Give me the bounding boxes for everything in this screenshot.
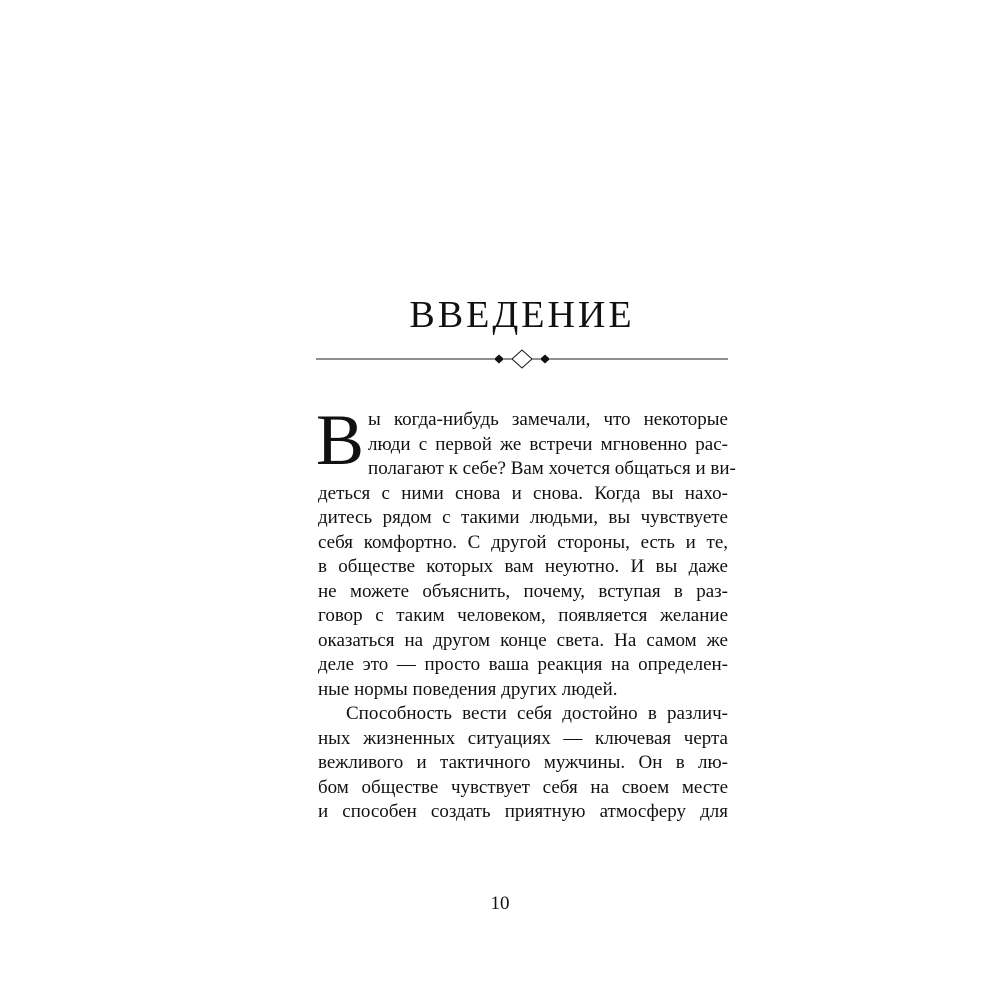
drop-cap: В	[316, 400, 365, 480]
diamond-left-icon	[494, 355, 504, 364]
text-line: деться с ними снова и снова. Когда вы нахо-	[318, 482, 728, 504]
text-line: полагают к себе? Вам хочется общаться и ви-	[368, 458, 736, 479]
text-line: не можете объяснить, почему, вступая в раз-	[318, 580, 728, 602]
text-line: бом обществе чувствует себя на своем месте	[318, 776, 728, 798]
text-line: и способен создать приятную атмосферу для	[318, 801, 728, 822]
text-line: вежливого и тактичного мужчины. Он в лю-	[318, 752, 728, 773]
body-text	[316, 400, 736, 825]
text-line: люди с первой же встречи мгновенно рас-	[368, 433, 728, 455]
text-line: ы когда-нибудь замечали, что некоторые	[368, 409, 728, 430]
text-line: деле это — просто ваша реакция на определен-	[318, 654, 728, 675]
text-line: себя комфортно. С другой стороны, есть и те,	[318, 531, 728, 553]
diamond-right-icon	[540, 355, 550, 364]
title-ornament-divider	[316, 349, 728, 369]
paragraph-1	[316, 400, 736, 702]
paragraph-2	[318, 702, 728, 825]
text-line: ных жизненных ситуациях — ключевая черта	[318, 727, 728, 749]
chapter-title: ВВЕДЕНИЕ	[409, 294, 635, 336]
text-line: в обществе которых вам неуютно. И вы даже	[318, 556, 728, 577]
text-line: Способность вести себя достойно в различ-	[346, 703, 728, 724]
text-line: ные нормы поведения других людей.	[318, 678, 618, 700]
page-number: 10	[490, 893, 510, 914]
text-line: оказаться на другом конце света. На самом же	[318, 629, 728, 651]
text-line: говор с таким человеком, появляется желание	[318, 605, 728, 626]
text-line: дитесь рядом с такими людьми, вы чувствуете	[318, 507, 728, 528]
diamond-center-icon	[512, 350, 532, 368]
